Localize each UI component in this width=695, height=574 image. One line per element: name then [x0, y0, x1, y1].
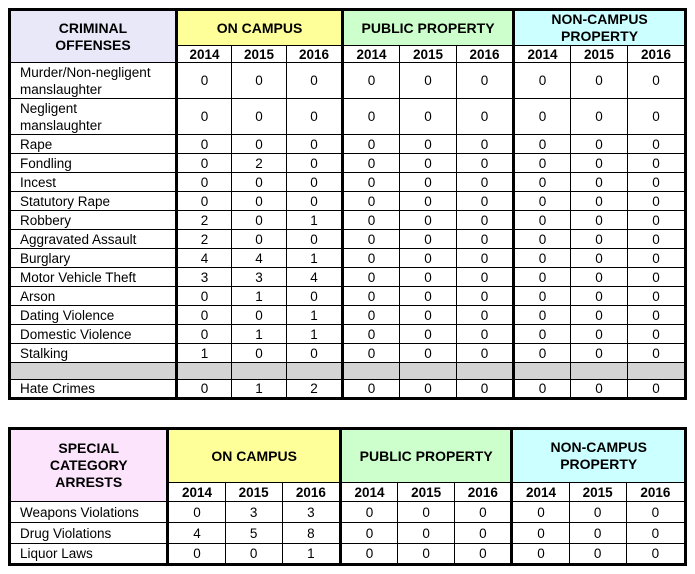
offenses-body: [10, 63, 686, 399]
value-cell: 0: [340, 502, 397, 523]
value-cell: 0: [628, 306, 686, 325]
value-cell: 0: [457, 249, 514, 268]
value-cell: 0: [571, 173, 628, 192]
value-cell: 0: [400, 344, 457, 363]
value-cell: 0: [628, 173, 686, 192]
year-header: 2015: [569, 483, 626, 502]
value-cell: 0: [512, 523, 569, 544]
value-cell: 0: [400, 63, 457, 99]
value-cell: 0: [571, 380, 628, 399]
table-row: [10, 544, 686, 565]
value-cell: 0: [400, 192, 457, 211]
value-cell: 0: [232, 135, 287, 154]
value-cell: 8: [282, 523, 340, 544]
value-cell: 0: [343, 380, 400, 399]
value-cell: 1: [232, 325, 287, 344]
group-header-line: PUBLIC PROPERTY: [359, 447, 493, 464]
value-cell: 0: [287, 173, 343, 192]
value-cell: 0: [398, 544, 455, 565]
row-label-line: manslaughter: [20, 117, 102, 133]
value-cell: 0: [571, 230, 628, 249]
row-label-line: Robbery: [20, 212, 72, 228]
year-header: 2016: [626, 483, 685, 502]
group-header-line: PROPERTY: [561, 28, 639, 44]
value-cell: 0: [287, 135, 343, 154]
value-cell: 0: [628, 325, 686, 344]
value-cell: 0: [514, 154, 571, 173]
row-label: [10, 544, 168, 565]
value-cell: 0: [287, 192, 343, 211]
value-cell: 5: [225, 523, 282, 544]
row-label-line: Liquor Laws: [20, 546, 93, 561]
value-cell: 0: [287, 344, 343, 363]
value-cell: 0: [455, 544, 512, 565]
value-cell: 2: [177, 211, 232, 230]
value-cell: 0: [457, 380, 514, 399]
value-cell: 0: [287, 99, 343, 135]
value-cell: 0: [177, 380, 232, 399]
arrests-body: [10, 502, 686, 565]
value-cell: 0: [628, 135, 686, 154]
year-header: 2015: [232, 46, 287, 63]
value-cell: 3: [282, 502, 340, 523]
value-cell: 0: [569, 523, 626, 544]
value-cell: 2: [287, 380, 343, 399]
value-cell: 0: [400, 306, 457, 325]
value-cell: 0: [400, 135, 457, 154]
group-header-line: NON-CAMPUS: [550, 439, 647, 455]
corner-header: [10, 429, 168, 502]
value-cell: 0: [514, 325, 571, 344]
value-cell: 0: [571, 135, 628, 154]
value-cell: 0: [177, 325, 232, 344]
value-cell: 0: [455, 523, 512, 544]
spacer-cell: [457, 363, 514, 380]
group-header-line: NON-CAMPUS: [551, 11, 648, 27]
value-cell: 0: [343, 230, 400, 249]
row-label: [10, 325, 177, 344]
year-header: 2015: [571, 46, 628, 63]
spacer-cell: [177, 363, 232, 380]
value-cell: 0: [626, 544, 685, 565]
value-cell: 0: [628, 230, 686, 249]
row-label-line: Incest: [20, 174, 57, 190]
spacer-cell: [287, 363, 343, 380]
row-label-line: Murder/Non-negligent: [20, 64, 151, 80]
value-cell: 0: [400, 325, 457, 344]
value-cell: 0: [512, 544, 569, 565]
value-cell: 0: [457, 173, 514, 192]
table-row: [10, 502, 686, 523]
corner-header: [10, 10, 177, 63]
value-cell: 0: [514, 211, 571, 230]
value-cell: 0: [343, 211, 400, 230]
value-cell: 0: [571, 211, 628, 230]
table-row: [10, 192, 686, 211]
value-cell: 3: [225, 502, 282, 523]
value-cell: 0: [400, 173, 457, 192]
value-cell: 0: [628, 249, 686, 268]
value-cell: 0: [514, 380, 571, 399]
value-cell: 0: [569, 502, 626, 523]
year-header: 2015: [400, 46, 457, 63]
row-label: [10, 173, 177, 192]
value-cell: 0: [343, 249, 400, 268]
row-label-line: manslaughter: [20, 81, 102, 97]
value-cell: 0: [343, 306, 400, 325]
row-label: [10, 63, 177, 99]
value-cell: 1: [287, 249, 343, 268]
value-cell: 0: [628, 63, 686, 99]
row-label-line: Dating Violence: [20, 307, 115, 323]
value-cell: 0: [232, 306, 287, 325]
value-cell: 0: [343, 63, 400, 99]
value-cell: 0: [287, 230, 343, 249]
value-cell: 0: [177, 63, 232, 99]
value-cell: 0: [177, 154, 232, 173]
value-cell: 0: [571, 287, 628, 306]
value-cell: 0: [177, 192, 232, 211]
value-cell: 0: [514, 135, 571, 154]
row-label: [10, 249, 177, 268]
value-cell: 0: [340, 523, 397, 544]
spacer-cell: [232, 363, 287, 380]
row-label: [10, 502, 168, 523]
value-cell: 0: [168, 544, 225, 565]
value-cell: 1: [282, 544, 340, 565]
year-header: 2016: [287, 46, 343, 63]
value-cell: 0: [457, 325, 514, 344]
year-header: 2014: [512, 483, 569, 502]
row-label: [10, 154, 177, 173]
value-cell: 0: [232, 192, 287, 211]
value-cell: 0: [343, 325, 400, 344]
value-cell: 1: [177, 344, 232, 363]
value-cell: 0: [571, 268, 628, 287]
value-cell: 0: [571, 154, 628, 173]
value-cell: 4: [287, 268, 343, 287]
row-label: [10, 287, 177, 306]
group-header-line: PUBLIC PROPERTY: [361, 19, 495, 36]
value-cell: 0: [225, 544, 282, 565]
row-label: [10, 99, 177, 135]
value-cell: 0: [398, 523, 455, 544]
hate-crimes-row: [10, 380, 686, 399]
value-cell: 0: [571, 192, 628, 211]
spacer-cell: [571, 363, 628, 380]
value-cell: 0: [177, 287, 232, 306]
value-cell: 0: [400, 154, 457, 173]
row-label-line: Motor Vehicle Theft: [20, 269, 137, 285]
group-header-line: ON CAMPUS: [211, 447, 297, 464]
special-category-arrests-table: [8, 427, 687, 566]
table-row: [10, 63, 686, 99]
spacer-cell: [10, 363, 177, 380]
value-cell: 1: [287, 306, 343, 325]
row-label-line: Stalking: [20, 345, 69, 361]
value-cell: 1: [232, 287, 287, 306]
corner-line: CRIMINAL: [58, 19, 128, 36]
table-row: [10, 99, 686, 135]
value-cell: 0: [628, 344, 686, 363]
value-cell: 0: [400, 380, 457, 399]
value-cell: 0: [628, 287, 686, 306]
value-cell: 0: [343, 344, 400, 363]
value-cell: 0: [571, 344, 628, 363]
value-cell: 0: [340, 544, 397, 565]
value-cell: 0: [514, 306, 571, 325]
row-label: [10, 306, 177, 325]
table-row: [10, 523, 686, 544]
group-header-line: PROPERTY: [560, 456, 638, 472]
value-cell: 0: [571, 306, 628, 325]
value-cell: 0: [571, 99, 628, 135]
value-cell: 2: [232, 154, 287, 173]
value-cell: 0: [232, 211, 287, 230]
spacer-cell: [514, 363, 571, 380]
spacer-cell: [343, 363, 400, 380]
row-label-line: Fondling: [20, 155, 72, 171]
row-label-line: Statutory Rape: [20, 193, 111, 209]
value-cell: 0: [628, 380, 686, 399]
value-cell: 0: [168, 502, 225, 523]
group-header-non-campus-property: [514, 10, 686, 46]
value-cell: 0: [628, 99, 686, 135]
year-header: 2014: [177, 46, 232, 63]
group-header-on-campus: [177, 10, 343, 46]
value-cell: 0: [628, 268, 686, 287]
value-cell: 0: [455, 502, 512, 523]
value-cell: 0: [232, 173, 287, 192]
spacer-row: [10, 363, 686, 380]
value-cell: 0: [400, 230, 457, 249]
row-label-line: Burglary: [20, 250, 71, 266]
value-cell: 0: [457, 287, 514, 306]
row-label-line: Arson: [20, 288, 56, 304]
value-cell: 0: [287, 154, 343, 173]
group-header-public-property: [343, 10, 514, 46]
year-header: 2015: [225, 483, 282, 502]
table-row: [10, 230, 686, 249]
row-label-line: Domestic Violence: [20, 326, 132, 342]
value-cell: 0: [177, 173, 232, 192]
corner-line: OFFENSES: [55, 36, 131, 53]
value-cell: 0: [400, 287, 457, 306]
value-cell: 4: [177, 249, 232, 268]
value-cell: 0: [628, 192, 686, 211]
value-cell: 0: [571, 249, 628, 268]
row-label-line: Rape: [20, 136, 53, 152]
value-cell: 0: [514, 99, 571, 135]
value-cell: 0: [287, 287, 343, 306]
value-cell: 0: [400, 99, 457, 135]
row-label-line: Hate Crimes: [20, 381, 96, 396]
value-cell: 1: [287, 325, 343, 344]
corner-line: ARRESTS: [55, 474, 123, 490]
value-cell: 0: [514, 173, 571, 192]
value-cell: 0: [514, 63, 571, 99]
year-header: 2014: [168, 483, 225, 502]
value-cell: 0: [457, 63, 514, 99]
group-header-non-campus-property: [512, 429, 686, 483]
value-cell: 0: [626, 523, 685, 544]
value-cell: 0: [232, 99, 287, 135]
row-label: [10, 230, 177, 249]
year-header: 2014: [514, 46, 571, 63]
year-header: 2016: [282, 483, 340, 502]
table-row: [10, 268, 686, 287]
value-cell: 0: [457, 192, 514, 211]
value-cell: 0: [628, 154, 686, 173]
value-cell: 0: [343, 154, 400, 173]
table-row: [10, 287, 686, 306]
value-cell: 1: [287, 211, 343, 230]
table-row: [10, 211, 686, 230]
row-label-line: Weapons Violations: [20, 504, 139, 520]
value-cell: 0: [343, 268, 400, 287]
row-label-line: Negligent: [20, 100, 78, 116]
year-header: 2014: [340, 483, 397, 502]
value-cell: 0: [343, 135, 400, 154]
value-cell: 0: [398, 502, 455, 523]
value-cell: 4: [168, 523, 225, 544]
value-cell: 0: [232, 230, 287, 249]
value-cell: 0: [177, 135, 232, 154]
year-header: 2016: [457, 46, 514, 63]
row-label: [10, 211, 177, 230]
row-label: [10, 523, 168, 544]
row-label: [10, 344, 177, 363]
value-cell: 0: [287, 63, 343, 99]
value-cell: 0: [400, 268, 457, 287]
table-row: [10, 154, 686, 173]
row-label: [10, 192, 177, 211]
row-label: [10, 135, 177, 154]
value-cell: 0: [343, 173, 400, 192]
row-label-line: Drug Violations: [20, 525, 112, 541]
year-header: 2016: [628, 46, 686, 63]
value-cell: 0: [177, 99, 232, 135]
corner-line: CATEGORY: [49, 457, 128, 473]
group-header-on-campus: [168, 429, 340, 483]
value-cell: 0: [457, 99, 514, 135]
table-row: [10, 325, 686, 344]
value-cell: 0: [514, 268, 571, 287]
table-row: [10, 249, 686, 268]
value-cell: 0: [569, 544, 626, 565]
year-header: 2014: [343, 46, 400, 63]
value-cell: 0: [343, 192, 400, 211]
value-cell: 0: [232, 63, 287, 99]
value-cell: 0: [457, 306, 514, 325]
value-cell: 1: [232, 380, 287, 399]
value-cell: 0: [400, 211, 457, 230]
year-header: 2016: [455, 483, 512, 502]
table-row: [10, 306, 686, 325]
value-cell: 0: [514, 249, 571, 268]
table-row: [10, 344, 686, 363]
value-cell: 0: [457, 344, 514, 363]
value-cell: 0: [514, 192, 571, 211]
value-cell: 3: [232, 268, 287, 287]
value-cell: 0: [514, 287, 571, 306]
spacer-cell: [628, 363, 686, 380]
value-cell: 0: [512, 502, 569, 523]
value-cell: 0: [232, 344, 287, 363]
value-cell: 0: [457, 230, 514, 249]
corner-line: SPECIAL: [58, 440, 120, 456]
row-label-line: Aggravated Assault: [20, 231, 137, 247]
value-cell: 4: [232, 249, 287, 268]
value-cell: 0: [457, 135, 514, 154]
value-cell: 0: [343, 287, 400, 306]
year-header: 2015: [398, 483, 455, 502]
value-cell: 0: [628, 211, 686, 230]
spacer-cell: [400, 363, 457, 380]
table-row: [10, 173, 686, 192]
value-cell: 0: [514, 344, 571, 363]
group-header-public-property: [340, 429, 512, 483]
value-cell: 0: [177, 306, 232, 325]
value-cell: 0: [514, 230, 571, 249]
row-label: [10, 268, 177, 287]
group-header-line: ON CAMPUS: [216, 19, 303, 36]
value-cell: 0: [626, 502, 685, 523]
value-cell: 0: [457, 211, 514, 230]
value-cell: 0: [571, 325, 628, 344]
table-row: [10, 135, 686, 154]
value-cell: 0: [457, 154, 514, 173]
criminal-offenses-table: [8, 8, 687, 400]
value-cell: 0: [571, 63, 628, 99]
value-cell: 0: [457, 268, 514, 287]
value-cell: 3: [177, 268, 232, 287]
value-cell: 0: [343, 99, 400, 135]
row-label: [10, 380, 177, 399]
value-cell: 0: [400, 249, 457, 268]
value-cell: 2: [177, 230, 232, 249]
